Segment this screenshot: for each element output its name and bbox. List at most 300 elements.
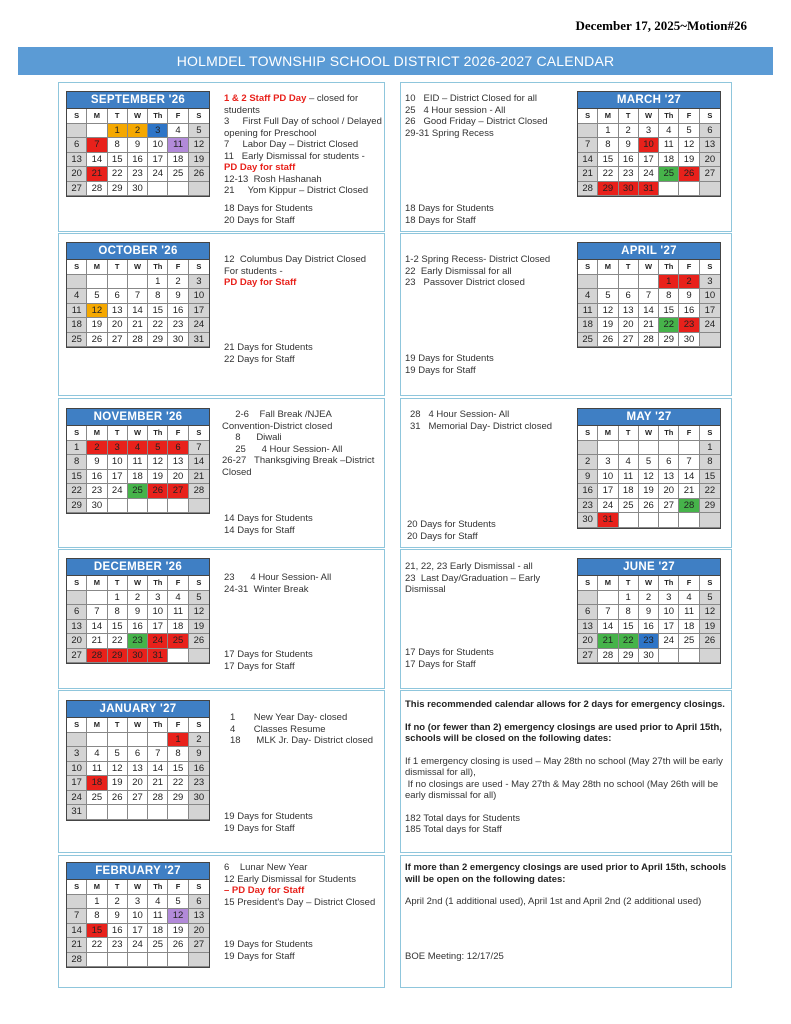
day-cell: 21 — [87, 634, 107, 649]
day-cell: 26 — [168, 938, 188, 953]
empty-cell — [128, 953, 148, 968]
note-text: 15 President's Day – District Closed — [224, 896, 376, 908]
total-days-students: 182 Total days for Students — [405, 812, 520, 824]
day-cell: 24 — [598, 499, 618, 514]
day-cell: 28 — [189, 484, 209, 499]
students-count: 18 Days for Students — [224, 203, 313, 214]
note-text: 1-2 Spring Recess- District Closed — [405, 254, 551, 265]
day-cell: 11 — [168, 605, 188, 620]
students-count: 18 Days for Students — [405, 203, 494, 214]
weekday-header: S — [67, 718, 87, 733]
weekday-header: S — [578, 426, 598, 441]
note-line — [405, 254, 575, 266]
weekday-header: M — [87, 880, 107, 895]
empty-cell — [148, 499, 168, 514]
day-cell: 30 — [619, 182, 639, 197]
day-cell: 6 — [67, 605, 87, 620]
day-cell: 10 — [67, 762, 87, 777]
weekday-header: W — [639, 576, 659, 591]
note-line — [405, 93, 575, 105]
staff-count: 19 Days for Staff — [405, 364, 476, 376]
day-cell: 31 — [639, 182, 659, 197]
note-line — [224, 162, 382, 174]
day-cell: 6 — [168, 441, 188, 456]
note-line — [224, 93, 382, 116]
weekday-header: S — [189, 426, 209, 441]
calendar-february — [66, 862, 210, 968]
day-cell: 25 — [148, 938, 168, 953]
weekday-header: T — [619, 576, 639, 591]
days-december — [224, 649, 313, 672]
weekday-header: T — [108, 576, 128, 591]
day-cell: 25 — [128, 484, 148, 499]
students-count: 20 Days for Students — [407, 519, 496, 530]
empty-cell — [578, 441, 598, 456]
day-cell: 16 — [679, 304, 699, 319]
note-line — [405, 128, 575, 140]
calendar-april — [577, 242, 721, 348]
empty-cell — [87, 805, 107, 820]
day-cell: 24 — [659, 634, 679, 649]
empty-cell — [659, 513, 679, 528]
total-days-staff: 185 Total days for Staff — [405, 824, 502, 835]
weekday-header: M — [87, 718, 107, 733]
day-cell: 7 — [87, 605, 107, 620]
day-cell: 1 — [67, 441, 87, 456]
weekday-header: M — [598, 576, 618, 591]
empty-cell — [598, 275, 618, 290]
day-cell: 16 — [128, 620, 148, 635]
day-cell: 13 — [108, 304, 128, 319]
empty-cell — [168, 805, 188, 820]
calendar-may — [577, 408, 721, 529]
day-cell: 21 — [578, 167, 598, 182]
days-june — [405, 647, 494, 670]
note-text: 28 4 Hour Session- All — [410, 409, 510, 420]
calendar-december — [66, 558, 210, 664]
note-line — [224, 254, 382, 277]
day-cell: 30 — [679, 333, 699, 348]
empty-cell — [189, 805, 209, 820]
day-cell: 30 — [578, 513, 598, 528]
day-cell: 8 — [148, 289, 168, 304]
day-cell: 19 — [189, 620, 209, 635]
day-cell: 14 — [679, 470, 699, 485]
day-cell: 4 — [619, 455, 639, 470]
day-cell: 15 — [87, 924, 107, 939]
motion-header: December 17, 2025~Motion#26 — [575, 18, 747, 33]
day-cell: 4 — [87, 747, 107, 762]
day-cell: 2 — [128, 591, 148, 606]
day-cell: 27 — [67, 649, 87, 664]
day-cell: 22 — [87, 938, 107, 953]
day-cell: 2 — [189, 733, 209, 748]
notes-september — [224, 93, 385, 197]
day-cell: 31 — [67, 805, 87, 820]
day-cell: 7 — [598, 605, 618, 620]
day-cell: 21 — [639, 318, 659, 333]
day-cell: 27 — [67, 182, 87, 197]
day-cell: 28 — [148, 791, 168, 806]
day-cell: 13 — [578, 620, 598, 635]
day-cell: 3 — [108, 441, 128, 456]
day-cell: 24 — [148, 167, 168, 182]
day-cell: 29 — [659, 333, 679, 348]
day-cell: 10 — [700, 289, 720, 304]
day-cell: 24 — [148, 634, 168, 649]
weekday-header: M — [598, 426, 618, 441]
note-line — [224, 116, 385, 139]
day-cell: 12 — [598, 304, 618, 319]
days-november — [224, 513, 313, 536]
day-cell: 17 — [598, 484, 618, 499]
day-cell: 13 — [659, 470, 679, 485]
day-cell: 13 — [189, 909, 209, 924]
note-line — [222, 409, 382, 432]
note-line — [222, 432, 382, 444]
day-cell: 8 — [67, 455, 87, 470]
day-cell: 19 — [87, 318, 107, 333]
emergency-open-dates: April 2nd (1 additional used), April 1st and April 2nd (2 additional used) — [405, 896, 702, 907]
day-cell: 6 — [700, 124, 720, 139]
day-cell: 9 — [639, 605, 659, 620]
weekday-header: M — [87, 260, 107, 275]
note-text: 21 Yom Kippur – District Closed — [224, 185, 369, 196]
day-cell: 9 — [108, 909, 128, 924]
empty-cell — [598, 591, 618, 606]
day-cell: 22 — [108, 634, 128, 649]
day-cell: 20 — [67, 634, 87, 649]
month-title: JANUARY '27 — [67, 701, 209, 718]
month-title: MAY '27 — [578, 409, 720, 426]
note-text: 18 MLK Jr. Day- District closed — [230, 735, 374, 746]
emergency-case-one: If 1 emergency closing is used – May 28th no school (May 27th will be early dismissal for all), — [405, 755, 726, 778]
weekday-header: S — [189, 718, 209, 733]
emergency-intro: This recommended calendar allows for 2 days for emergency closings. — [405, 699, 725, 710]
empty-cell — [67, 275, 87, 290]
empty-cell — [700, 333, 720, 348]
day-cell: 8 — [598, 138, 618, 153]
day-cell: 10 — [639, 138, 659, 153]
weekday-header: Th — [148, 109, 168, 124]
empty-cell — [578, 275, 598, 290]
page-title: HOLMDEL TOWNSHIP SCHOOL DISTRICT 2026-2027 CALENDAR — [18, 47, 773, 75]
day-cell: 4 — [67, 289, 87, 304]
day-cell: 17 — [639, 153, 659, 168]
day-cell: 8 — [87, 909, 107, 924]
notes-april — [405, 254, 575, 289]
day-cell: 9 — [189, 747, 209, 762]
day-cell: 25 — [659, 167, 679, 182]
day-cell: 18 — [87, 776, 107, 791]
day-cell: 19 — [598, 318, 618, 333]
day-cell: 5 — [639, 455, 659, 470]
day-cell: 25 — [168, 634, 188, 649]
day-cell: 12 — [87, 304, 107, 319]
day-cell: 11 — [67, 304, 87, 319]
day-cell: 5 — [700, 591, 720, 606]
day-cell: 25 — [679, 634, 699, 649]
staff-count: 17 Days for Staff — [405, 658, 476, 670]
day-cell: 23 — [578, 499, 598, 514]
weekday-header: S — [700, 576, 720, 591]
day-cell: 8 — [619, 605, 639, 620]
note-text: 10 EID – District Closed for all — [405, 93, 537, 104]
day-cell: 16 — [168, 304, 188, 319]
day-cell: 3 — [639, 124, 659, 139]
day-cell: 12 — [679, 138, 699, 153]
day-cell: 28 — [578, 182, 598, 197]
day-cell: 13 — [67, 620, 87, 635]
empty-cell — [108, 275, 128, 290]
day-cell: 23 — [168, 318, 188, 333]
days-september — [224, 203, 313, 226]
month-title: NOVEMBER '26 — [67, 409, 209, 426]
day-cell: 30 — [639, 649, 659, 664]
day-cell: 9 — [168, 289, 188, 304]
empty-cell — [639, 275, 659, 290]
empty-cell — [700, 182, 720, 197]
day-cell: 6 — [578, 605, 598, 620]
weekday-header: W — [128, 576, 148, 591]
note-text: 23 Last Day/Graduation – Early Dismissal — [405, 572, 543, 595]
note-line — [405, 105, 575, 117]
calendar-september — [66, 91, 210, 197]
emergency-rule-open: If more than 2 emergency closings are used prior to April 15th, schools will be open on the following dates: — [405, 862, 729, 885]
day-cell: 29 — [108, 182, 128, 197]
emergency-case-none: If no closings are used - May 27th & May 28th no school (May 26th will be early dismissal for all) — [405, 778, 721, 801]
day-cell: 18 — [168, 620, 188, 635]
day-cell: 12 — [639, 470, 659, 485]
day-cell: 2 — [168, 275, 188, 290]
day-cell: 29 — [67, 499, 87, 514]
day-cell: 10 — [128, 909, 148, 924]
day-cell: 18 — [679, 620, 699, 635]
weekday-header: M — [87, 109, 107, 124]
weekday-header: F — [168, 260, 188, 275]
day-cell: 18 — [659, 153, 679, 168]
notes-february — [224, 862, 382, 908]
note-line — [224, 572, 382, 584]
day-cell: 28 — [87, 182, 107, 197]
empty-cell — [700, 513, 720, 528]
weekday-header: W — [128, 426, 148, 441]
day-cell: 10 — [189, 289, 209, 304]
note-text: 25 4 Hour session - All — [405, 104, 506, 116]
day-cell: 26 — [639, 499, 659, 514]
day-cell: 27 — [108, 333, 128, 348]
day-cell: 29 — [700, 499, 720, 514]
weekday-header: S — [189, 880, 209, 895]
empty-cell — [189, 953, 209, 968]
day-cell: 7 — [67, 909, 87, 924]
day-cell: 5 — [679, 124, 699, 139]
month-title: OCTOBER '26 — [67, 243, 209, 260]
empty-cell — [578, 591, 598, 606]
empty-cell — [87, 591, 107, 606]
students-count: 14 Days for Students — [224, 513, 313, 524]
day-cell: 6 — [67, 138, 87, 153]
day-cell: 17 — [128, 924, 148, 939]
day-cell: 21 — [87, 167, 107, 182]
note-line — [405, 277, 575, 289]
weekday-header: Th — [659, 576, 679, 591]
day-cell: 13 — [168, 455, 188, 470]
day-cell: 18 — [619, 484, 639, 499]
empty-cell — [148, 733, 168, 748]
day-cell: 6 — [619, 289, 639, 304]
empty-cell — [679, 182, 699, 197]
day-cell: 22 — [619, 634, 639, 649]
day-cell: 1 — [108, 124, 128, 139]
day-cell: 5 — [598, 289, 618, 304]
day-cell: 14 — [598, 620, 618, 635]
students-count: 17 Days for Students — [405, 647, 494, 658]
day-cell: 22 — [67, 484, 87, 499]
day-cell: 29 — [108, 649, 128, 664]
weekday-header: F — [168, 576, 188, 591]
day-cell: 14 — [87, 620, 107, 635]
day-cell: 12 — [189, 138, 209, 153]
day-cell: 19 — [639, 484, 659, 499]
day-cell: 14 — [67, 924, 87, 939]
day-cell: 20 — [168, 470, 188, 485]
day-cell: 20 — [700, 153, 720, 168]
weekday-header: S — [189, 109, 209, 124]
notes-june — [405, 561, 575, 596]
staff-count: 19 Days for Staff — [224, 822, 295, 834]
day-cell: 13 — [619, 304, 639, 319]
day-cell: 17 — [700, 304, 720, 319]
day-cell: 15 — [598, 153, 618, 168]
day-cell: 25 — [168, 167, 188, 182]
day-cell: 18 — [67, 318, 87, 333]
day-cell: 19 — [700, 620, 720, 635]
empty-cell — [128, 499, 148, 514]
note-text: 23 Passover District closed — [405, 277, 525, 288]
day-cell: 12 — [168, 909, 188, 924]
day-cell: 22 — [598, 167, 618, 182]
day-cell: 5 — [189, 124, 209, 139]
day-cell: 2 — [619, 124, 639, 139]
note-line — [410, 409, 575, 421]
note-text: 3 First Full Day of school / Delayed opening for Preschool — [224, 116, 385, 139]
note-emphasis: PD Day for Staff — [224, 277, 297, 288]
empty-cell — [659, 441, 679, 456]
day-cell: 8 — [168, 747, 188, 762]
day-cell: 3 — [148, 591, 168, 606]
note-line — [224, 584, 382, 596]
day-cell: 28 — [128, 333, 148, 348]
day-cell: 16 — [87, 470, 107, 485]
note-text: 1 New Year Day- closed — [230, 712, 348, 723]
day-cell: 24 — [639, 167, 659, 182]
emergency-rules — [405, 699, 729, 836]
day-cell: 29 — [619, 649, 639, 664]
day-cell: 16 — [619, 153, 639, 168]
day-cell: 18 — [578, 318, 598, 333]
day-cell: 27 — [128, 791, 148, 806]
day-cell: 3 — [700, 275, 720, 290]
day-cell: 19 — [148, 470, 168, 485]
day-cell: 20 — [659, 484, 679, 499]
weekday-header: S — [578, 260, 598, 275]
day-cell: 26 — [700, 634, 720, 649]
note-text: 26 Good Friday – District Closed — [405, 116, 548, 127]
day-cell: 1 — [598, 124, 618, 139]
day-cell: 31 — [189, 333, 209, 348]
month-title: APRIL '27 — [578, 243, 720, 260]
day-cell: 7 — [679, 455, 699, 470]
day-cell: 4 — [168, 124, 188, 139]
note-line — [230, 735, 382, 747]
day-cell: 24 — [128, 938, 148, 953]
day-cell: 11 — [679, 605, 699, 620]
day-cell: 6 — [108, 289, 128, 304]
note-text: 4 Classes Resume — [230, 723, 326, 735]
day-cell: 16 — [108, 924, 128, 939]
day-cell: 3 — [598, 455, 618, 470]
day-cell: 13 — [67, 153, 87, 168]
day-cell: 11 — [578, 304, 598, 319]
day-cell: 14 — [639, 304, 659, 319]
empty-cell — [67, 733, 87, 748]
day-cell: 23 — [639, 634, 659, 649]
day-cell: 10 — [598, 470, 618, 485]
day-cell: 1 — [87, 895, 107, 910]
day-cell: 25 — [578, 333, 598, 348]
empty-cell — [659, 649, 679, 664]
weekday-header: T — [108, 718, 128, 733]
day-cell: 9 — [679, 289, 699, 304]
days-january — [224, 811, 313, 834]
empty-cell — [87, 733, 107, 748]
month-title: MARCH '27 — [578, 92, 720, 109]
students-count: 19 Days for Students — [405, 353, 494, 364]
weekday-header: S — [700, 426, 720, 441]
staff-count: 14 Days for Staff — [224, 524, 295, 536]
note-text: 12 Columbus Day District Closed For students - — [224, 254, 369, 277]
day-cell: 28 — [87, 649, 107, 664]
weekday-header: Th — [659, 260, 679, 275]
day-cell: 15 — [168, 762, 188, 777]
day-cell: 17 — [108, 470, 128, 485]
note-line — [224, 874, 382, 886]
empty-cell — [128, 733, 148, 748]
day-cell: 23 — [189, 776, 209, 791]
day-cell: 26 — [189, 634, 209, 649]
day-cell: 29 — [148, 333, 168, 348]
day-cell: 19 — [168, 924, 188, 939]
weekday-header: W — [128, 109, 148, 124]
notes-march — [405, 93, 575, 139]
weekday-header: W — [128, 718, 148, 733]
weekday-header: F — [679, 426, 699, 441]
staff-count: 18 Days for Staff — [405, 214, 476, 226]
note-line — [224, 185, 382, 197]
note-text: 11 Early Dismissal for students - — [224, 150, 368, 162]
day-cell: 21 — [67, 938, 87, 953]
day-cell: 25 — [87, 791, 107, 806]
day-cell: 14 — [87, 153, 107, 168]
note-line — [405, 573, 575, 596]
day-cell: 15 — [108, 153, 128, 168]
empty-cell — [128, 805, 148, 820]
day-cell: 5 — [87, 289, 107, 304]
month-title: SEPTEMBER '26 — [67, 92, 209, 109]
day-cell: 17 — [67, 776, 87, 791]
day-cell: 23 — [108, 938, 128, 953]
